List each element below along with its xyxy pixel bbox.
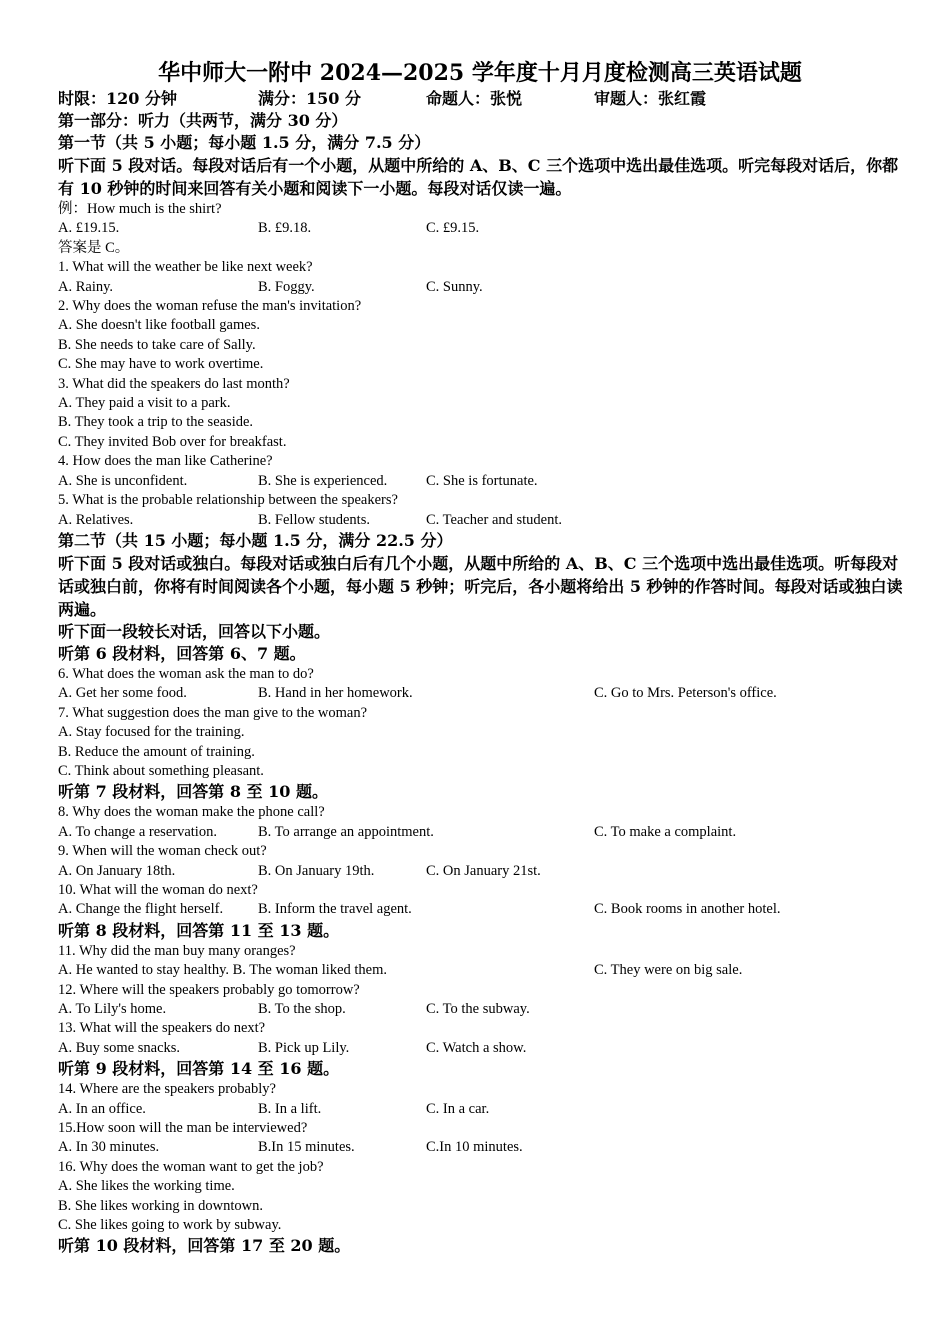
- options: [58, 278, 908, 297]
- section1-heading: 第一节（共 5 小题；每小题 1.5 分，满分 7.5 分）: [58, 133, 431, 152]
- material-6-heading: 听第 6 段材料，回答第 6、7 题。: [58, 643, 306, 663]
- material-7-heading: 听第 7 段材料，回答第 8 至 10 题。: [58, 782, 328, 802]
- option-a: A. She doesn't like football games.: [58, 317, 260, 334]
- option-a: A. To Lily's home.: [58, 1001, 167, 1017]
- option-b: B. Foggy.: [258, 278, 315, 295]
- option-a: A. In an office.: [58, 1100, 146, 1117]
- option-c: C. Book rooms in another hotel.: [594, 901, 781, 918]
- option-b: B. She needs to take care of Sally.: [58, 336, 256, 353]
- option-c: C. She may have to work overtime.: [58, 356, 264, 373]
- exam-title: 华中师大一附中 2024—2025 学年度十月月度检测高三英语试题: [158, 60, 802, 86]
- question: 16. Why does the woman want to get the job?: [58, 1158, 324, 1175]
- options: [58, 961, 908, 980]
- question: 9. When will the woman check out?: [58, 843, 267, 860]
- question: 11. Why did the man buy many oranges?: [58, 942, 296, 959]
- option-c: C. £9.15.: [426, 220, 480, 237]
- option-c: C. To make a complaint.: [594, 823, 737, 840]
- author: 命题人：张悦: [426, 89, 523, 108]
- options: [58, 511, 908, 530]
- reviewer: 审题人：张红霞: [594, 89, 707, 108]
- question: 6. What does the woman ask the man to do?: [58, 665, 314, 682]
- option-b: B. Reduce the amount of training.: [58, 743, 255, 760]
- question: 13. What will the speakers do next?: [58, 1020, 266, 1037]
- option-b: B. Inform the travel agent.: [258, 901, 412, 918]
- material-9-heading: 听第 9 段材料，回答第 14 至 16 题。: [58, 1059, 340, 1079]
- option-c: C. To the subway.: [426, 1001, 530, 1017]
- option-a: A. On January 18th.: [58, 862, 176, 879]
- option-c: C.In 10 minutes.: [426, 1139, 523, 1156]
- option-a: A. To change a reservation.: [58, 823, 217, 840]
- option-c: C. Think about something pleasant.: [58, 762, 264, 779]
- option-a: A. They paid a visit to a park.: [58, 395, 231, 412]
- option-c: C. She is fortunate.: [426, 472, 538, 489]
- option-a: A. In 30 minutes.: [58, 1139, 160, 1156]
- time-limit: 时限：120 分钟: [58, 89, 177, 108]
- option-c: C. She likes going to work by subway.: [58, 1217, 282, 1234]
- option-c: C. They invited Bob over for breakfast.: [58, 433, 287, 450]
- option-c: C. They were on big sale.: [594, 962, 743, 979]
- option-c: C. Watch a show.: [426, 1039, 527, 1056]
- options: [58, 900, 908, 919]
- long-dialogue-note: 听下面一段较长对话，回答以下小题。: [58, 621, 331, 641]
- question: 8. Why does the woman make the phone call?: [58, 804, 325, 821]
- option-b: B. In a lift.: [258, 1100, 322, 1117]
- option-c: C. Teacher and student.: [426, 511, 563, 528]
- question: 7. What suggestion does the man give to the woman?: [58, 704, 368, 721]
- exam-page: [58, 58, 908, 1257]
- options: [58, 1000, 908, 1019]
- option-a: A. £19.15.: [58, 220, 120, 237]
- question: 12. Where will the speakers probably go tomorrow?: [58, 981, 360, 998]
- section2-heading: 第二节（共 15 小题；每小题 1.5 分，满分 22.5 分）: [58, 530, 453, 550]
- option-a: A. Change the flight herself.: [58, 901, 224, 918]
- option-b: B.In 15 minutes.: [258, 1139, 355, 1156]
- option-b: B. She is experienced.: [258, 472, 388, 489]
- material-8-heading: 听第 8 段材料，回答第 11 至 13 题。: [58, 920, 340, 940]
- options: [58, 472, 908, 491]
- option-a: A. Buy some snacks.: [58, 1039, 181, 1056]
- option-b: B. They took a trip to the seaside.: [58, 414, 254, 431]
- option-a: A. Relatives.: [58, 511, 134, 528]
- option-c: C. In a car.: [426, 1100, 490, 1117]
- part1-heading: 第一部分：听力（共两节，满分 30 分）: [58, 111, 348, 130]
- example-options: [58, 219, 908, 238]
- question: 15.How soon will the man be interviewed?: [58, 1120, 308, 1137]
- option-b: B. Hand in her homework.: [258, 685, 413, 702]
- option-a: A. She is unconfident.: [58, 472, 188, 489]
- option-a: A. Rainy.: [58, 278, 114, 295]
- example-question: 例：How much is the shirt?: [58, 201, 222, 217]
- options: [58, 1100, 908, 1119]
- full-score: 满分：150 分: [258, 89, 361, 108]
- exam-meta: [58, 88, 908, 110]
- question: 3. What did the speakers do last month?: [58, 375, 290, 392]
- option-c: C. Sunny.: [426, 278, 483, 295]
- options: [58, 862, 908, 881]
- options: [58, 1138, 908, 1157]
- options: [58, 1039, 908, 1058]
- option-b: B. £9.18.: [258, 220, 312, 237]
- option-b: B. On January 19th.: [258, 862, 375, 879]
- option-c: C. Go to Mrs. Peterson's office.: [594, 685, 777, 702]
- option-b: B. To arrange an appointment.: [258, 823, 434, 840]
- options: [58, 684, 908, 703]
- option-b: B. She likes working in downtown.: [58, 1197, 264, 1214]
- section2-instructions: 听下面 5 段对话或独白。每段对话或独白后有几个小题，从题中所给的 A、B、C 三个选项中选出最佳选项。听每段对话或独白前，你将有时间阅读各个小题，每小题 5 秒钟；听完后，各小题将给出 5 秒钟的作答时间。每段对话或独白读两遍。: [58, 553, 903, 619]
- option-b: B. Pick up Lily.: [258, 1039, 350, 1056]
- question: 1. What will the weather be like next week?: [58, 259, 313, 276]
- options: [58, 823, 908, 842]
- option-b: B. Fellow students.: [258, 511, 370, 528]
- option-a: A. Get her some food.: [58, 685, 187, 702]
- option-c: C. On January 21st.: [426, 862, 541, 879]
- question: 10. What will the woman do next?: [58, 881, 258, 898]
- material-10-heading: 听第 10 段材料，回答第 17 至 20 题。: [58, 1236, 351, 1256]
- option-a: A. Stay focused for the training.: [58, 724, 245, 741]
- section1-instructions: 听下面 5 段对话。每段对话后有一个小题，从题中所给的 A、B、C 三个选项中选出最佳选项。听完每段对话后，你都有 10 秒钟的时间来回答有关小题和阅读下一小题。每段对话仅读一遍。: [58, 156, 899, 198]
- option-ab: A. He wanted to stay healthy. B. The woman liked them.: [58, 962, 387, 979]
- example-answer: 答案是 C。: [58, 239, 130, 256]
- question: 4. How does the man like Catherine?: [58, 453, 273, 470]
- option-b: B. To the shop.: [258, 1001, 346, 1017]
- option-a: A. She likes the working time.: [58, 1178, 235, 1195]
- question: 2. Why does the woman refuse the man's invitation?: [58, 298, 362, 315]
- question: 5. What is the probable relationship between the speakers?: [58, 492, 398, 509]
- question: 14. Where are the speakers probably?: [58, 1081, 276, 1098]
